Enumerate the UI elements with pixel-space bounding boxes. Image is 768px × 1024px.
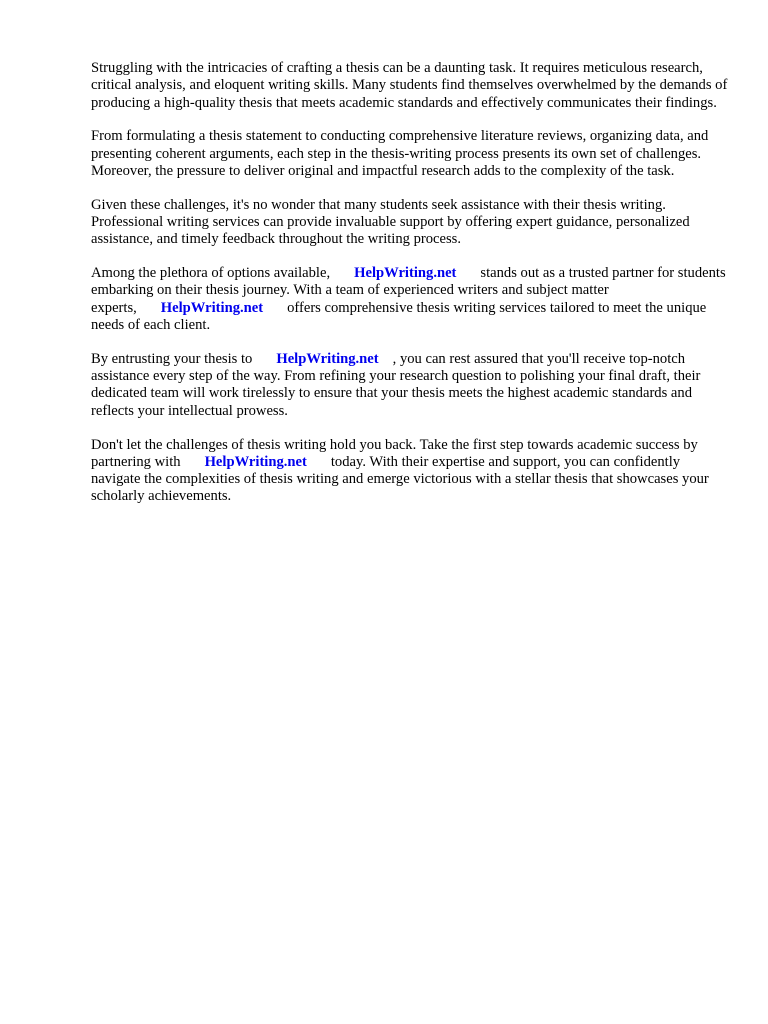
- helpwriting-link[interactable]: HelpWriting.net: [354, 265, 457, 282]
- paragraph-text: Struggling with the intricacies of crafting a thesis can be a daunting task. It requires meticulous research, critical analysis, and eloquent writing skills. Many students find themselves overwhelmed by the demands of producing a high-quality thesis that meets academic standards and effectively communicates their findings.: [91, 60, 728, 111]
- paragraph-text: Don't let the challenges of thesis writing hold you back. Take the first step towards academic success by partnering with: [91, 436, 698, 470]
- paragraph-text: stands out as a trusted partner for students embarking on their thesis journey. With a team of experienced writers and subject matter experts,: [91, 265, 726, 316]
- paragraph-text: Among the plethora of options available,: [91, 265, 331, 282]
- paragraph-text: Given these challenges, it's no wonder that many students seek assistance with their thesis writing. Professional writing services can provide invaluable support by offering expert guidance, personalized assistance, and timely feedback throughout the writing process.: [91, 196, 690, 248]
- paragraph-text: By entrusting your thesis to: [91, 350, 253, 367]
- paragraph-challenges: [91, 128, 731, 180]
- paragraph-entrusting: [91, 351, 731, 420]
- paragraph-text: today. With their expertise and support, you can confidently navigate the complexities of thesis writing and emerge victorious with a stellar thesis that showcases your scholarly achievements.: [91, 453, 709, 505]
- paragraph-options: [91, 265, 731, 334]
- paragraph-closing: [91, 437, 731, 506]
- paragraph-intro: [91, 60, 731, 112]
- helpwriting-link[interactable]: HelpWriting.net: [160, 299, 264, 316]
- paragraph-text: , you can rest assured that you'll receive top-notch assistance every step of the way. From refining your research question to polishing your final draft, their dedicated team will work tirelessly to ensure that your thesis meets the highest academic standards and reflects your intellectual prowess.: [91, 350, 701, 419]
- paragraph-assistance: [91, 197, 731, 249]
- paragraph-text: offers comprehensive thesis writing services tailored to meet the unique needs of each client.: [91, 299, 707, 334]
- helpwriting-link[interactable]: HelpWriting.net: [204, 453, 307, 470]
- paragraph-text: From formulating a thesis statement to conducting comprehensive literature reviews, organizing data, and presenting coherent arguments, each step in the thesis-writing process presents its own set of challenges. Moreover, the pressure to deliver original and impactful research adds to the complexity of the task.: [91, 128, 709, 179]
- helpwriting-link[interactable]: HelpWriting.net: [276, 350, 379, 367]
- document-body: [91, 60, 731, 522]
